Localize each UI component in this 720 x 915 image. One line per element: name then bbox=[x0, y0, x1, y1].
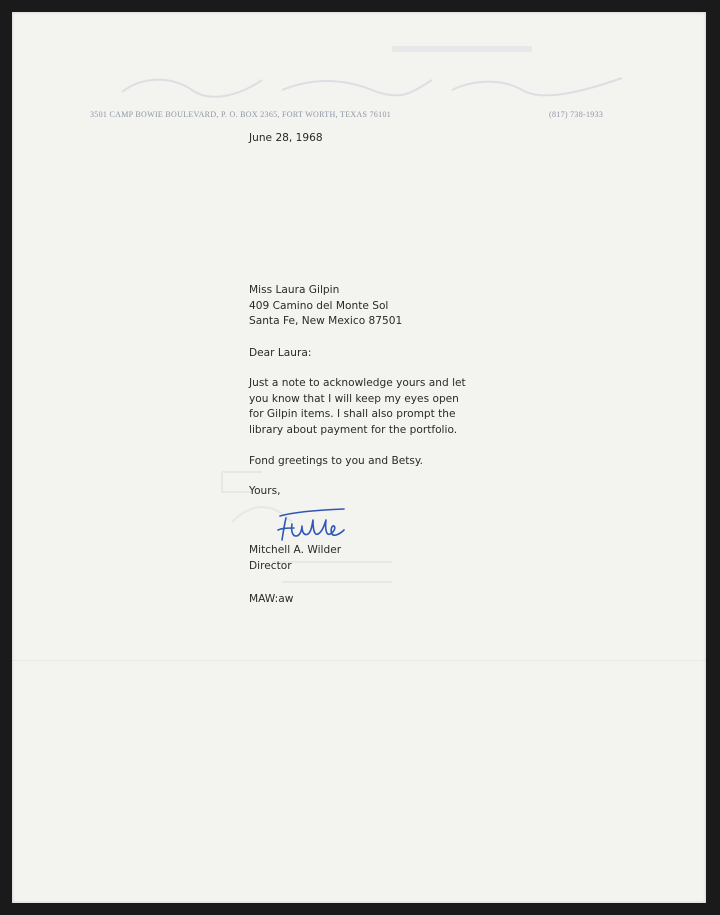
recipient-street: 409 Camino del Monte Sol bbox=[249, 299, 389, 312]
letterhead-address: 3501 CAMP BOWIE BOULEVARD, P. O. BOX 2365, FORT WORTH, TEXAS 76101 bbox=[90, 110, 392, 119]
reference-initials: MAW:aw bbox=[249, 593, 294, 605]
body-line: for Gilpin items. I shall also prompt the bbox=[249, 408, 456, 420]
recipient-city: Santa Fe, New Mexico 87501 bbox=[249, 315, 403, 327]
salutation: Dear Laura: bbox=[249, 347, 312, 359]
body-line: you know that I will keep my eyes open bbox=[249, 392, 459, 405]
recipient-name: Miss Laura Gilpin bbox=[249, 284, 340, 296]
letterhead-emblem bbox=[392, 42, 532, 56]
signer-title: Director bbox=[249, 559, 292, 572]
letterhead-museum-name bbox=[112, 72, 632, 98]
letterhead-phone: (817) 738-1933 bbox=[549, 110, 604, 119]
handwritten-signature bbox=[274, 506, 354, 546]
letter-page bbox=[12, 12, 706, 903]
letter-date: June 28, 1968 bbox=[249, 132, 323, 144]
signer-name: Mitchell A. Wilder bbox=[249, 544, 342, 556]
closing-sentence: Fond greetings to you and Betsy. bbox=[249, 455, 424, 467]
fold-line bbox=[12, 660, 706, 661]
signature-block bbox=[249, 543, 341, 574]
body-line: Just a note to acknowledge yours and let bbox=[249, 377, 466, 389]
recipient-address bbox=[249, 283, 402, 330]
body-paragraph bbox=[249, 376, 466, 438]
body-line: library about payment for the portfolio. bbox=[249, 423, 458, 436]
complimentary-close: Yours, bbox=[249, 485, 281, 497]
